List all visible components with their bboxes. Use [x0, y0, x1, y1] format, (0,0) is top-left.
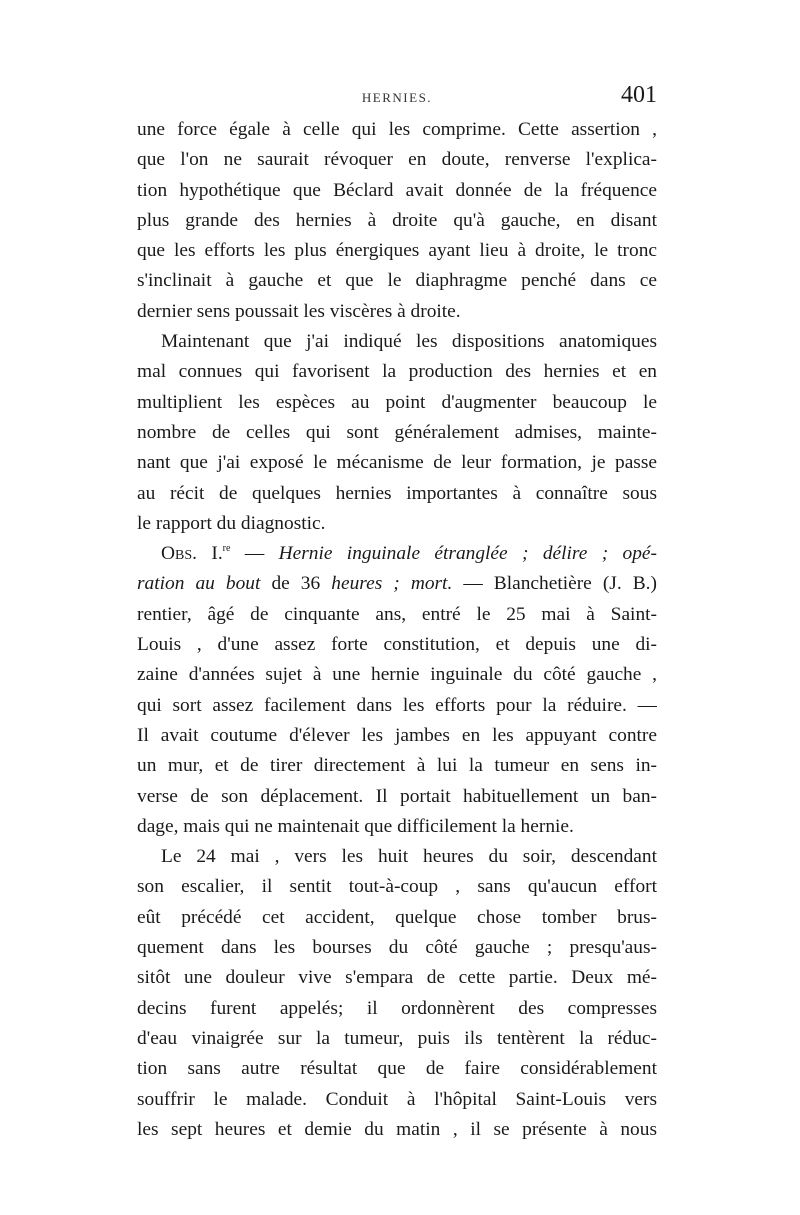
observation-heading-cont [137, 569, 657, 599]
text-line: eût précédé cet accident, quelque chose tomber brus- [137, 906, 657, 928]
text-line: Il avait coutume d'élever les jambes en les appuyant contre [137, 724, 657, 746]
text-line: son escalier, il sentit tout-à-coup , sans qu'aucun effort [137, 876, 657, 898]
text-line: s'inclinait à gauche et que le diaphragme penché dans ce [137, 270, 657, 292]
text-line: une force égale à celle qui les comprime. Cette assertion , [137, 119, 657, 140]
text-line: mal connues qui favorisent la production des hernies et en [137, 361, 657, 383]
text-line: le rapport du diagnostic. [137, 512, 326, 534]
obs-abbrev: Obs. [161, 543, 197, 565]
body-text [137, 115, 657, 1145]
text-line: tion sans autre résultat que de faire considérablement [137, 1058, 657, 1080]
text-line: souffrir le malade. Conduit à l'hôpital Saint-Louis vers [137, 1088, 657, 1110]
obs-outcome: heures ; mort. [331, 573, 453, 595]
text-line: d'eau vinaigrée sur la tumeur, puis ils tentèrent la réduc- [137, 1027, 657, 1049]
text-line: un mur, et de tirer directement à lui la tumeur en sens in- [137, 755, 657, 777]
text-line: Maintenant que j'ai indiqué les dispositions anatomiques [161, 331, 657, 353]
obs-number-sup: re [222, 543, 231, 555]
page-number: 401 [621, 82, 657, 108]
obs-duration: de 36 [260, 573, 332, 595]
running-head [137, 82, 657, 112]
text-line: tion hypothétique que Béclard avait donnée de la fréquence [137, 179, 657, 201]
obs-patient: — Blanchetière (J. B.) [452, 573, 657, 595]
text-line: plus grande des hernies à droite qu'à gauche, en disant [137, 209, 657, 231]
text-line: nant que j'ai exposé le mécanisme de leur formation, je passe [137, 452, 657, 474]
obs-title-cont: ration au bout [137, 573, 261, 595]
text-line: sitôt une douleur vive s'empara de cette partie. Deux mé- [137, 967, 657, 989]
observation-heading [137, 539, 657, 569]
text-line: qui sort assez facilement dans les efforts pour la réduire. — [137, 694, 657, 716]
obs-dash: — [230, 543, 279, 565]
text-line: quement dans les bourses du côté gauche ; presqu'aus- [137, 937, 657, 959]
text-line: decins furent appelés; il ordonnèrent des compresses [137, 997, 657, 1019]
text-line: Louis , d'une assez forte constitution, et depuis une di- [137, 634, 657, 656]
text-line: nombre de celles qui sont généralement admises, mainte- [137, 421, 657, 443]
obs-title: Hernie inguinale étranglée ; délire ; opé- [278, 543, 657, 565]
text-line: Le 24 mai , vers les huit heures du soir, descendant [161, 846, 657, 868]
text-line: au récit de quelques hernies importantes à connaître sous [137, 482, 657, 504]
obs-number: I. [211, 543, 223, 565]
text-line: dage, mais qui ne maintenait que difficilement la hernie. [137, 815, 574, 837]
text-line: les sept heures et demie du matin , il se présente à nous [137, 1118, 657, 1140]
running-title: HERNIES. [361, 90, 433, 105]
text-line: zaine d'années sujet à une hernie inguinale du côté gauche , [137, 664, 657, 686]
text-line: multiplient les espèces au point d'augmenter beaucoup le [137, 391, 657, 413]
text-line: dernier sens poussait les viscères à droite. [137, 300, 461, 322]
text-line: verse de son déplacement. Il portait habituellement un ban- [137, 785, 657, 807]
text-line: que les efforts les plus énergiques ayant lieu à droite, le tronc [137, 240, 657, 262]
text-line: que l'on ne saurait révoquer en doute, renverse l'explica- [137, 149, 657, 171]
text-line: rentier, âgé de cinquante ans, entré le 25 mai à Saint- [137, 603, 657, 625]
